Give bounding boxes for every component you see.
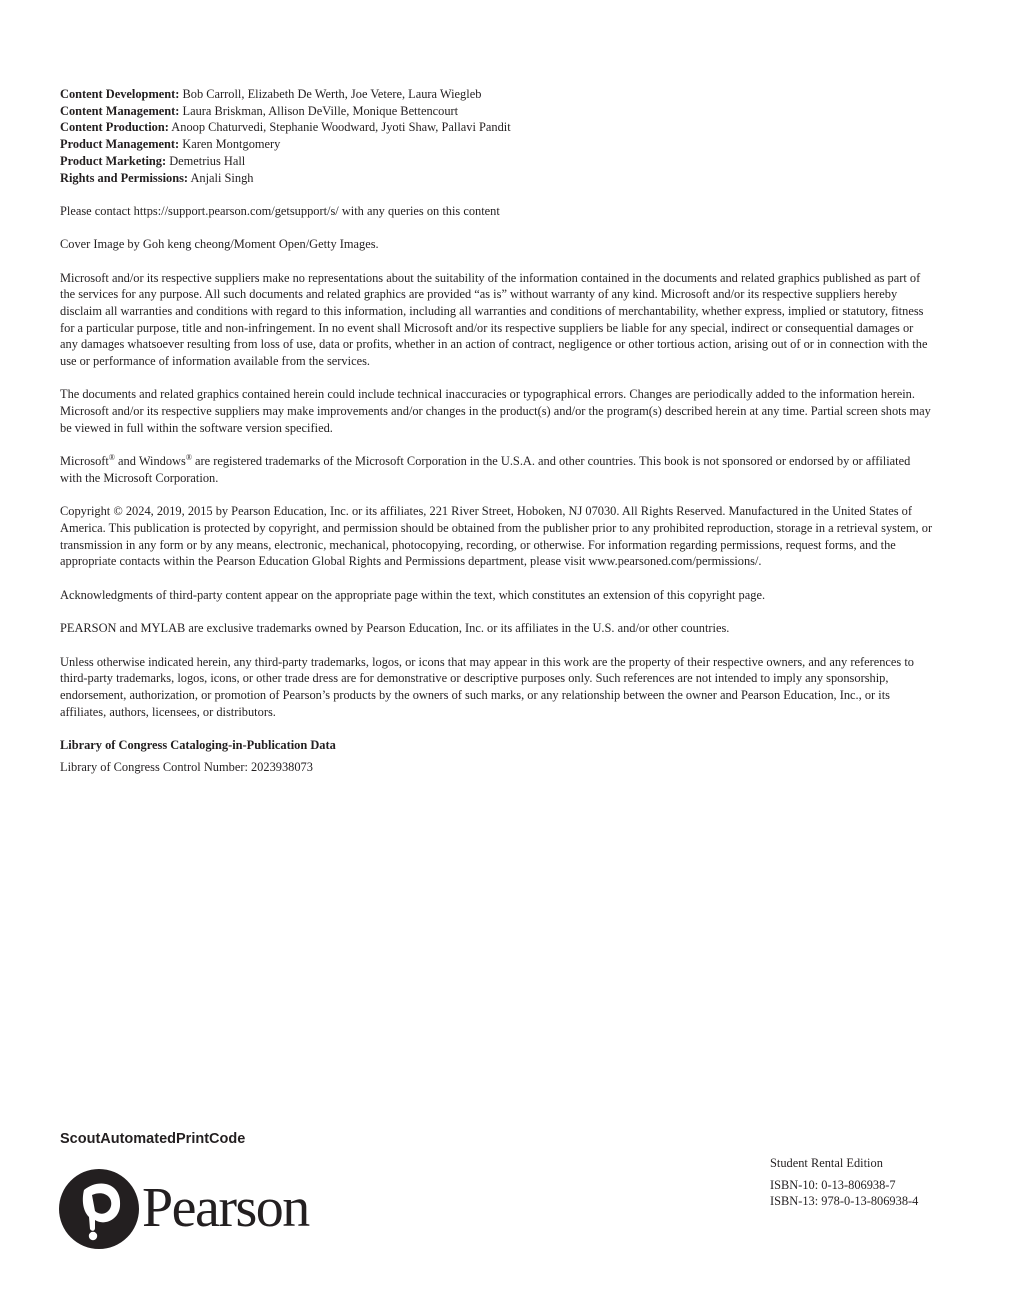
credit-product-management xyxy=(60,136,934,153)
isbn-block xyxy=(770,1155,918,1210)
edition-label: Student Rental Edition xyxy=(770,1156,883,1170)
third-party-paragraph: Unless otherwise indicated herein, any third-party trademarks, logos, or icons that may appear in this work are the property of their respective owners, and any references to third-party trademarks, logos, icons, or other trade dress are for demonstrative or descriptive purposes only. Such references are not intended to imply any sponsorship, endorsement, authorization, or promotion of Pearson’s products by the owners of such marks, or any relationship between the owner and Pearson Education, Inc., or its affiliates, authors, licensees, or distributors. xyxy=(60,654,914,719)
credit-label: Content Development: xyxy=(60,87,180,101)
credit-product-marketing xyxy=(60,153,934,170)
credit-value: Laura Briskman, Allison DeVille, Monique Bettencourt xyxy=(179,103,459,118)
pearson-p-logo-icon xyxy=(58,1168,140,1250)
credit-label: Product Management: xyxy=(60,137,180,152)
credit-rights-permissions xyxy=(60,170,934,187)
contact-paragraph: Please contact https://support.pearson.com/getsupport/s/ with any queries on this content xyxy=(60,203,500,218)
microsoft-name: Microsoft xyxy=(60,454,109,469)
credit-value: Bob Carroll, Elizabeth De Werth, Joe Vetere, Laura Wiegleb xyxy=(179,87,482,101)
documents-notice: The documents and related graphics contained herein could include technical inaccuracies or typographical errors. Changes are periodically added to the information herein. Microsoft and/or its respective suppliers may make improvements and/or changes in the product(s) and/or the program(s) described herein at any time. Partial screen shots may be viewed in full within the software version specified. xyxy=(60,387,931,435)
credit-content-management xyxy=(60,103,934,120)
copyright-page xyxy=(60,86,934,776)
loc-control-number: Library of Congress Control Number: 2023938073 xyxy=(60,760,313,775)
microsoft-disclaimer: Microsoft and/or its respective suppliers make no representations about the suitability of the information contained in the documents and related graphics published as part of the services for any purpose. All such documents and related graphics are provided “as is” without warranty of any kind. Microsoft and/or its respective suppliers hereby disclaim all warranties and conditions with regard to this information, including all warranties and conditions of merchantability, whether express, implied or statutory, fitness for a particular purpose, title and non-infringement. In no event shall Microsoft and/or its respective suppliers be liable for any special, indirect or consequential damages or any damages whatsoever resulting from loss of use, data or profits, whether in an action of contract, negligence or other tortious action, arising out of or in connection with the use or performance of information available from the services. xyxy=(60,270,928,369)
loc-heading: Library of Congress Cataloging-in-Publication Data xyxy=(60,738,336,753)
credit-value: Anjali Singh xyxy=(188,170,254,185)
pearson-logo xyxy=(58,1168,328,1250)
credit-label: Rights and Permissions: xyxy=(60,170,189,185)
credit-value: Anoop Chaturvedi, Stephanie Woodward, Jyoti Shaw, Pallavi Pandit xyxy=(168,120,511,135)
registered-mark: ® xyxy=(185,453,192,463)
credit-content-production xyxy=(60,119,934,136)
registered-mark: ® xyxy=(108,453,115,463)
pearson-wordmark: Pearson xyxy=(142,1177,309,1239)
cover-image-credit: Cover Image by Goh keng cheong/Moment Open/Getty Images. xyxy=(60,237,379,252)
credit-label: Content Management: xyxy=(60,103,180,118)
and-text: and xyxy=(114,454,139,469)
credit-value: Karen Montgomery xyxy=(179,137,281,152)
isbn-13: ISBN-13: 978-0-13-806938-4 xyxy=(770,1194,919,1209)
trademark-rest: are registered trademarks of the Microsoft Corporation in the U.S.A. and other countries. This book is not sponsored or endorsed by or affiliated with the Microsoft Corporation. xyxy=(60,454,911,485)
credit-label: Product Marketing: xyxy=(60,153,167,168)
acknowledgments-paragraph: Acknowledgments of third-party content appear on the appropriate page within the text, which constitutes an extension of this copyright page. xyxy=(60,587,766,602)
credits-list xyxy=(60,86,934,186)
trademark-paragraph xyxy=(60,453,934,486)
print-code: ScoutAutomatedPrintCode xyxy=(60,1131,246,1147)
credit-label: Content Production: xyxy=(60,120,169,135)
copyright-paragraph: Copyright © 2024, 2019, 2015 by Pearson Education, Inc. or its affiliates, 221 River Street, Hoboken, NJ 07030. All Rights Reserved. Manufactured in the United States of America. This publication is protected by copyright, and permission should be obtained from the publisher prior to any prohibited reproduction, storage in a retrieval system, or transmission in any form or by any means, electronic, mechanical, photocopying, recording, or otherwise. For information regarding permissions, request forms, and the appropriate contacts within the Pearson Education Global Rights and Permissions department, please visit www.pearsoned.com/permissions/. xyxy=(60,504,933,569)
isbn-10: ISBN-10: 0-13-806938-7 xyxy=(770,1177,896,1192)
credit-value: Demetrius Hall xyxy=(166,153,246,168)
windows-name: Windows xyxy=(138,454,186,469)
pearson-trademarks-paragraph: PEARSON and MYLAB are exclusive trademarks owned by Pearson Education, Inc. or its affiliates in the U.S. and/or other countries. xyxy=(60,621,730,636)
credit-content-development xyxy=(60,86,934,103)
